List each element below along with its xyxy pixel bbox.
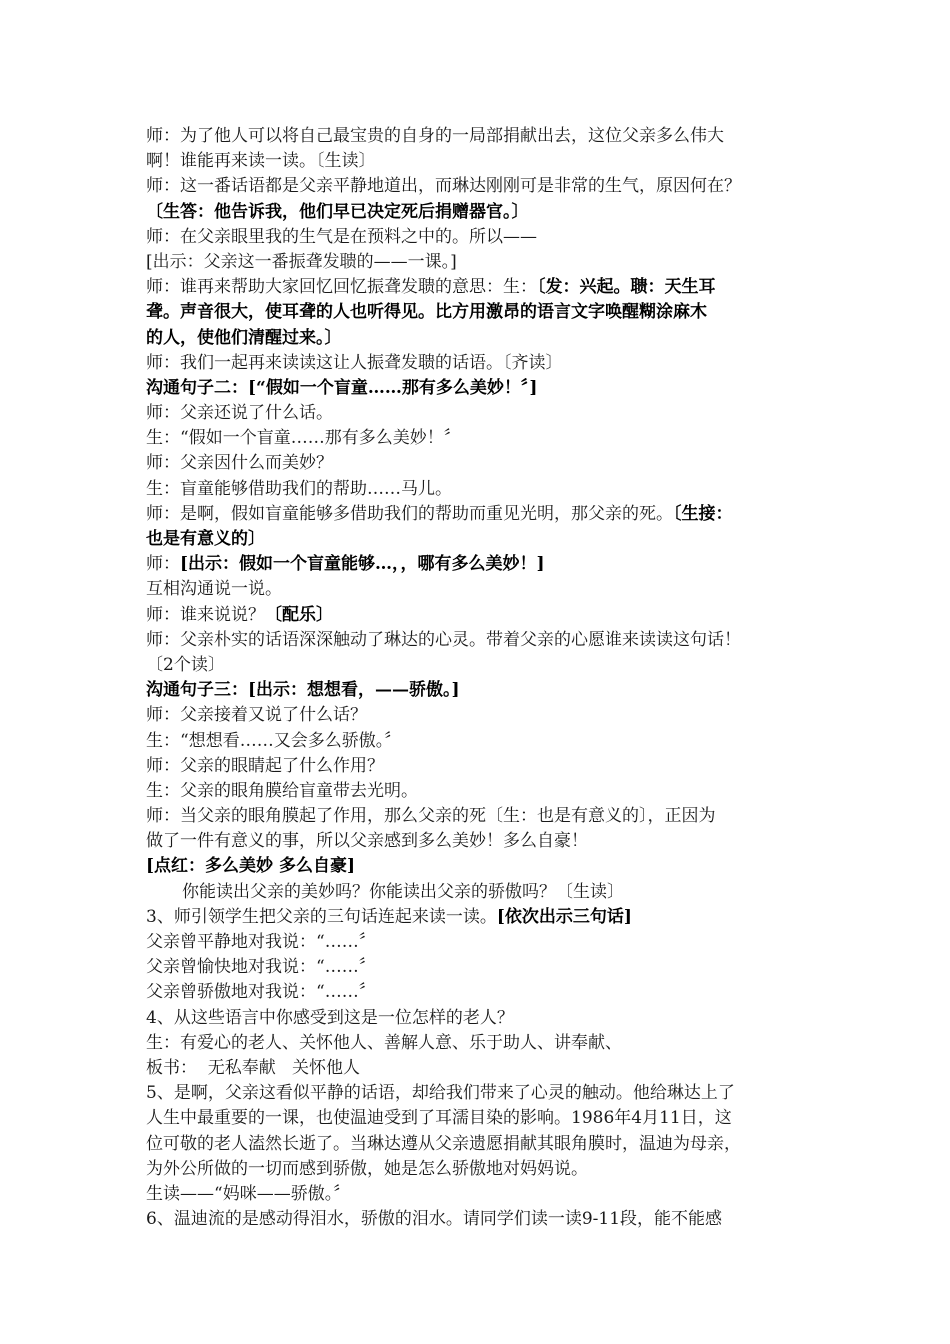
bold-text-segment: [点红：多么美妙 多么自豪] <box>146 856 356 877</box>
text-line <box>146 703 818 728</box>
text-segment: 师：谁来说说？ <box>146 604 265 625</box>
text-segment: 父亲曾平静地对我说：“……〞 <box>146 932 376 952</box>
text-segment: 师：在父亲眼里我的生气是在预料之中的。所以—— <box>146 226 537 247</box>
text-segment: 生：有爱心的老人、关怀他人、善解人意、乐于助人、讲奉献、 <box>146 1032 622 1053</box>
text-line <box>146 930 818 955</box>
text-segment: 生：“假如一个盲童……那有多么美妙！〞 <box>146 428 461 449</box>
text-segment: 人生中最重要的一课，也使温迪受到了耳濡目染的影响。1986年4月11日，这 <box>146 1108 732 1129</box>
text-segment: 板书： 无私奉献 关怀他人 <box>146 1057 361 1078</box>
text-segment: 4、从这些语言中你感受到这是一位怎样的老人？ <box>146 1007 514 1028</box>
text-line <box>146 401 818 426</box>
text-segment: 你能读出父亲的美妙吗？你能读出父亲的骄傲吗？〔生读〕 <box>182 881 624 902</box>
bold-text-segment: 聋。声音很大，使耳聋的人也听得见。比方用激昂的语言文字唤醒糊涂麻木 <box>146 302 707 323</box>
text-segment: 师：父亲的眼睛起了什么作用？ <box>146 755 384 776</box>
text-line <box>146 854 818 879</box>
text-line <box>146 1081 818 1106</box>
text-line <box>146 1157 818 1182</box>
bold-text-segment: [依次出示三句话] <box>496 906 632 927</box>
text-line <box>146 149 818 174</box>
text-segment: 师：父亲朴实的话语深深触动了琳达的心灵。带着父亲的心愿谁来读读这句话！ <box>146 629 741 650</box>
text-segment: 师：我们一起再来读读这让人振聋发聩的话语。〔齐读〕 <box>146 352 563 373</box>
bold-text-segment: 〔发：兴起。聩：天生耳 <box>537 277 716 298</box>
text-segment: 生：盲童能够借助我们的帮助……马儿。 <box>146 478 452 499</box>
text-line <box>146 527 818 552</box>
text-line <box>146 552 818 577</box>
text-line <box>146 754 818 779</box>
text-line <box>146 880 818 905</box>
text-line <box>146 628 818 653</box>
text-segment: 父亲曾愉快地对我说：“……〞 <box>146 957 376 978</box>
text-line <box>146 250 818 275</box>
text-segment: 生：“想想看……又会多么骄傲。〞 <box>146 730 402 751</box>
bold-text-segment: 〔生接： <box>673 503 733 524</box>
text-segment: 师：谁再来帮助大家回忆回忆振聋发聩的意思：生： <box>146 277 537 298</box>
text-segment: 5、是啊，父亲这看似平静的话语，却给我们带来了心灵的触动。他给琳达上了 <box>146 1083 735 1104</box>
text-line <box>146 376 818 401</box>
text-segment: 师：为了他人可以将自己最宝贵的自身的一局部捐献出去，这位父亲多么伟大 <box>146 126 724 146</box>
bold-text-segment: 〔配乐〕 <box>265 604 333 625</box>
text-line <box>146 300 818 325</box>
text-line <box>146 829 818 854</box>
text-segment: 师： <box>146 554 180 575</box>
text-line <box>146 1132 818 1157</box>
text-line <box>146 275 818 300</box>
text-segment: 互相沟通说一说。 <box>146 579 282 600</box>
text-line <box>146 351 818 376</box>
text-line <box>146 174 818 199</box>
text-segment: 师：当父亲的眼角膜起了作用，那么父亲的死〔生：也是有意义的〕，正因为 <box>146 806 716 827</box>
text-segment: 做了一件有意义的事，所以父亲感到多么美妙！多么自豪！ <box>146 831 588 852</box>
text-line <box>146 426 818 451</box>
text-line <box>146 200 818 225</box>
text-line <box>146 1056 818 1081</box>
bold-text-segment: 的人，使他们清醒过来。〕 <box>146 327 342 348</box>
text-line <box>146 326 818 351</box>
text-line <box>146 124 818 149</box>
text-segment: 生读——“妈咪——骄傲。〞 <box>146 1183 351 1204</box>
text-segment: 父亲曾骄傲地对我说：“……〞 <box>146 982 376 1003</box>
text-segment: 3、师引领学生把父亲的三句话连起来读一读。 <box>146 906 497 927</box>
text-segment: 师：父亲还说了什么话。 <box>146 403 333 424</box>
text-line <box>146 502 818 527</box>
text-line <box>146 955 818 980</box>
bold-text-segment: 〔生答：他告诉我，他们早已决定死后捐赠器官。〕 <box>146 201 529 222</box>
text-segment: 生：父亲的眼角膜给盲童带去光明。 <box>146 780 418 801</box>
text-line <box>146 1106 818 1131</box>
text-line <box>146 1207 818 1232</box>
text-segment: 师：这一番话语都是父亲平静地道出，而琳达刚刚可是非常的生气，原因何在？ <box>146 176 741 197</box>
text-segment: 〔2个读〕 <box>146 654 225 675</box>
text-line <box>146 804 818 829</box>
text-segment: 6、温迪流的是感动得泪水，骄傲的泪水。请同学们读一读9-11段，能不能感 <box>146 1209 723 1230</box>
bold-text-segment: 沟通句子三：[出示：想想看，——骄傲。] <box>146 680 460 701</box>
text-line <box>146 1031 818 1056</box>
text-segment: 师：是啊，假如盲童能够多借助我们的帮助而重见光明，那父亲的死。 <box>146 503 673 524</box>
text-line <box>146 905 818 930</box>
text-line <box>146 1006 818 1031</box>
bold-text-segment: 沟通句子二：[“假如一个盲童……那有多么美妙！〞] <box>146 377 538 398</box>
text-segment: [出示：父亲这一番振聋发聩的——一课。] <box>146 251 457 272</box>
text-segment: 为外公所做的一切而感到骄傲，她是怎么骄傲地对妈妈说。 <box>146 1158 588 1179</box>
text-line <box>146 477 818 502</box>
text-line <box>146 1182 818 1207</box>
text-line <box>146 577 818 602</box>
text-segment: 啊！谁能再来读一读。〔生读〕 <box>146 151 376 172</box>
text-line <box>146 451 818 476</box>
text-line <box>146 603 818 628</box>
text-line <box>146 653 818 678</box>
bold-text-segment: [出示：假如一个盲童能够…，，哪有多么美妙！] <box>180 554 545 575</box>
text-line <box>146 678 818 703</box>
text-line <box>146 729 818 754</box>
bold-text-segment: 也是有意义的〕 <box>146 529 265 549</box>
lesson-plan-text <box>146 124 818 1232</box>
text-segment: 位可敬的老人溘然长逝了。当琳达遵从父亲遗愿捐献其眼角膜时，温迪为母亲， <box>146 1133 741 1154</box>
text-line <box>146 225 818 250</box>
text-segment: 师：父亲接着又说了什么话？ <box>146 705 367 726</box>
text-line <box>146 980 818 1005</box>
text-line <box>146 779 818 804</box>
text-segment: 师：父亲因什么而美妙？ <box>146 453 333 474</box>
